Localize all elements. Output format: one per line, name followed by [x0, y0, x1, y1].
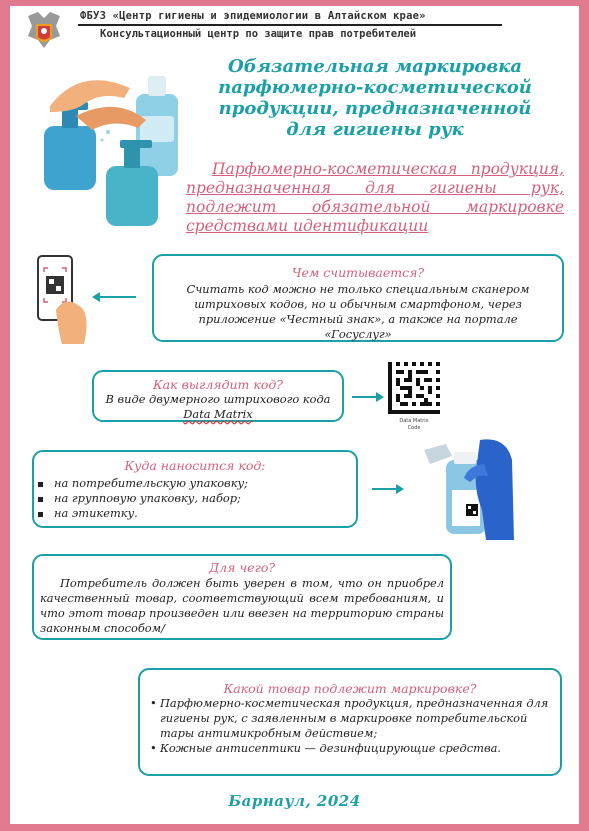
footer-city-year: Барнаул, 2024	[228, 792, 361, 810]
where-box	[32, 450, 358, 528]
list-item: • Парфюмерно-косметическая продукция, предназначенная для гигиены рук, с заявленным в маркировке потребительской тары антимикробным действием;	[148, 696, 552, 741]
why-box	[32, 554, 452, 640]
page-title: Обязательная маркировка парфюмерно-косметической продукции, предназначенной для гигиены рук	[218, 56, 532, 140]
list-item: на этикетку.	[34, 506, 356, 521]
hands-soap-illustration	[36, 56, 191, 228]
arrow-right	[372, 488, 402, 490]
which-box	[138, 668, 562, 776]
datamatrix-code	[388, 362, 440, 434]
phone-scan-icon	[36, 254, 90, 346]
list-item: на групповую упаковку, набор;	[34, 491, 356, 506]
header-subtitle: Консультационный центр по защите прав потребителей	[100, 28, 417, 40]
lead-text: Парфюмерно-косметическая продукция, предназначенная для гигиены рук, подлежит обязательной маркировке средствами идентификации	[186, 160, 564, 235]
why-text: Потребитель должен быть уверен в том, что он приобрел качественный товар, соответствующий всем требованиям, и что этот товар произведен или ввезен на территорию страны законным способом/	[40, 576, 444, 635]
header-divider	[78, 24, 502, 26]
datamatrix-caption-code: Code	[407, 425, 421, 431]
poster	[10, 6, 579, 824]
which-heading: Какой товар подлежит маркировке?	[223, 681, 477, 696]
where-list	[34, 476, 356, 521]
arrow-left	[94, 296, 136, 298]
list-item: на потребительскую упаковку;	[34, 476, 356, 491]
reader-text: Считать код можно не только специальным сканером штриховых кодов, но и обычным смартфоном, через приложение «Честный знак», а также на портале «Госуслуг»	[186, 282, 530, 341]
emblem-icon	[24, 10, 64, 54]
list-item: • Кожные антисептики — дезинфицирующие средства.	[148, 741, 552, 756]
reader-box	[152, 254, 564, 342]
why-heading: Для чего?	[208, 560, 276, 575]
reader-heading: Чем считывается?	[291, 265, 425, 280]
which-list	[140, 696, 560, 756]
looks-heading: Как выглядит код?	[153, 377, 283, 392]
where-heading: Куда наносится код:	[124, 458, 266, 473]
looks-datamatrix: Data Matrix	[183, 407, 253, 421]
organization-name: ФБУЗ «Центр гигиены и эпидемиологии в Алтайском крае»	[80, 10, 426, 22]
arrow-right	[352, 396, 382, 398]
looks-box	[92, 370, 344, 422]
datamatrix-caption: Data Matrix	[399, 418, 429, 424]
spray-bottle-illustration	[414, 434, 514, 542]
looks-text: В виде двумерного штрихового кода	[105, 392, 331, 406]
